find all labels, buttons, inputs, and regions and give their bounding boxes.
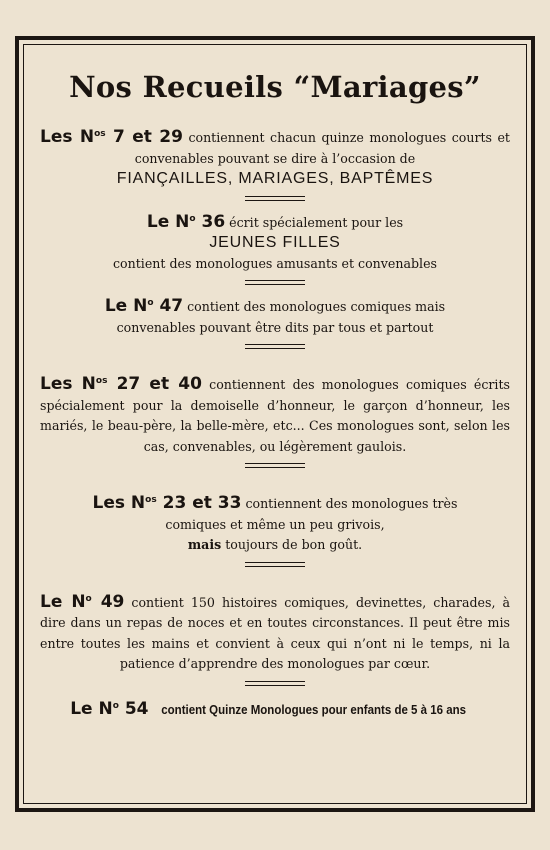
lead-text: Le N (104, 296, 148, 316)
separator (245, 681, 305, 686)
spacer (40, 357, 510, 371)
entry-text: contiennent des monologues très comiques et même un peu grivois, (165, 496, 458, 532)
lead-numbers: 47 (153, 296, 184, 316)
lead-sup: os (95, 376, 108, 386)
lead-numbers: 23 et 33 (156, 493, 242, 513)
entry-number (147, 212, 225, 232)
entry-text-2: contient des monologues amusants et convenables (113, 255, 437, 271)
lead-sup: o (189, 213, 196, 224)
lead-numbers: 36 (195, 211, 226, 232)
entry-caps: JEUNES FILLES (209, 234, 341, 251)
separator (245, 280, 305, 285)
page-title: Nos Recueils “Mariages” (69, 70, 481, 104)
lead-text: Le N (146, 211, 190, 232)
lead-sup: o (112, 700, 119, 711)
content (40, 60, 510, 720)
entry-text: contient 150 histoires comiques, devinettes, charades, à dire dans un repas de noces et en toutes circonstances. Il peut être mis entre toutes les mains et convient à ceux qui n’ont ni le temps, ni la patience d’apprendre des monologues par cœur. (40, 594, 510, 671)
lead-text: Les N (40, 374, 96, 394)
lead-text: Le N (70, 698, 113, 719)
entry-number (93, 493, 242, 513)
entry-number (70, 699, 148, 719)
separator (245, 562, 305, 567)
spacer (40, 575, 510, 589)
entry-text: contient Quinze Monologues pour enfants de 5 à 16 ans (161, 702, 467, 717)
entry-text: écrit spécialement pour les (225, 214, 404, 230)
entry-number (40, 127, 183, 147)
separator (245, 196, 305, 201)
entry-27-40 (40, 371, 510, 457)
lead-sup: os (94, 129, 106, 139)
lead-numbers: 7 et 29 (105, 127, 183, 147)
lead-sup: o (85, 593, 92, 604)
emphasis-word: mais (187, 537, 222, 552)
entry-49 (40, 589, 510, 675)
entry-text: contiennent chacun quinze monologues courts et convenables pouvant se dire à l’occasion de (134, 130, 510, 166)
entry-text: contient des monologues comiques mais convenables pouvant être dits par tous et partout (116, 299, 446, 335)
entry-36 (40, 209, 510, 275)
lead-numbers: 49 (91, 591, 125, 612)
separator (245, 344, 305, 349)
entry-number (105, 296, 183, 316)
lead-numbers: 27 et 40 (107, 374, 202, 394)
entry-54 (40, 696, 510, 721)
lead-text: Le N (40, 591, 86, 612)
lead-sup: o (147, 298, 154, 308)
entry-7-29 (40, 124, 510, 190)
entry-23-33 (40, 490, 510, 556)
entry-caps: FIANÇAILLES, MARIAGES, BAPTÊMES (116, 170, 434, 187)
entry-number (40, 592, 124, 612)
spacer (40, 476, 510, 490)
entry-47 (40, 293, 510, 338)
entry-text: contiennent des monologues comiques écrits spécialement pour la demoiselle d’honneur, le garçon d’honneur, les mariés, le beau-père, la belle-mère, etc... Ces monologues sont, selon les cas, convenables, ou légèrement gaulois. (40, 377, 510, 454)
lead-numbers: 54 (118, 698, 149, 719)
lead-text: Les N (92, 493, 146, 513)
separator (245, 463, 305, 468)
lead-text: Les N (40, 127, 95, 147)
entry-number (40, 374, 202, 394)
lead-sup: os (145, 495, 157, 505)
entry-text-2: toujours de bon goût. (221, 537, 363, 552)
